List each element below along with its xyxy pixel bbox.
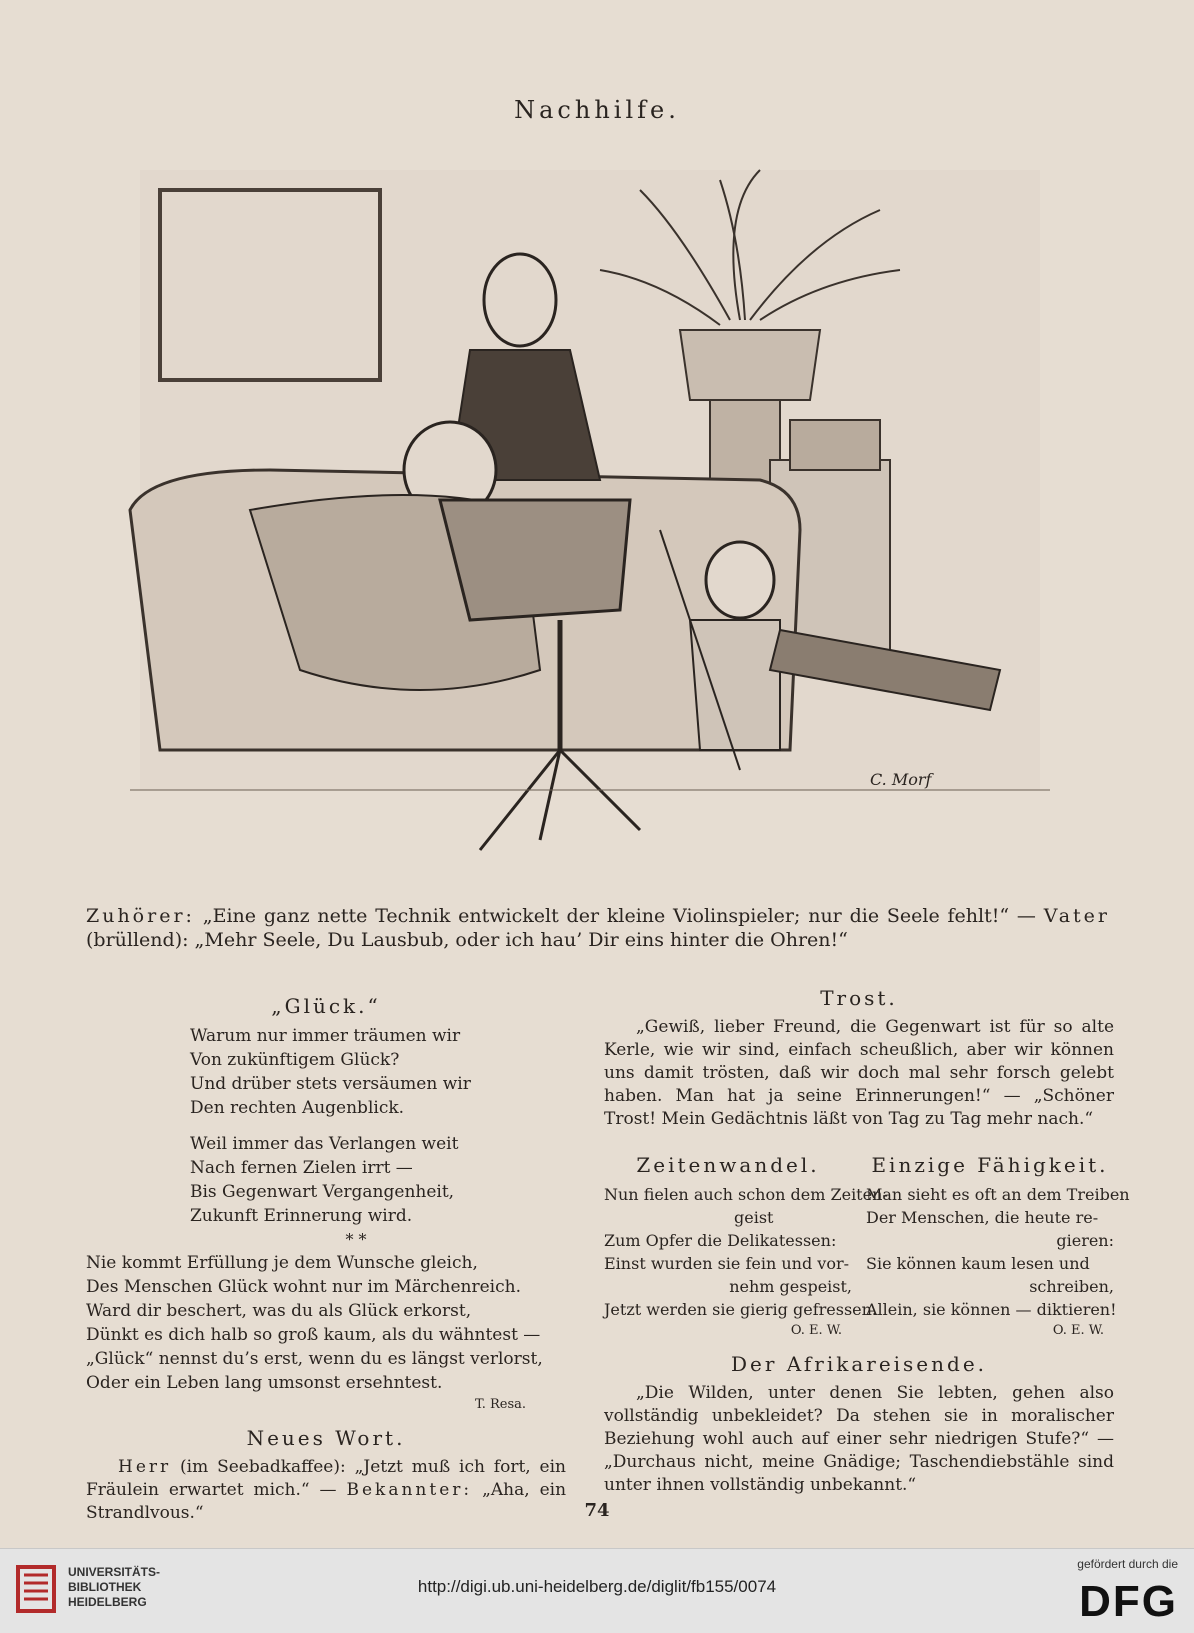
poem-line: Den rechten Augenblick. bbox=[190, 1098, 405, 1118]
right-column bbox=[604, 986, 1130, 1497]
poem-stanza-3 bbox=[86, 1251, 566, 1395]
trost-title: Trost. bbox=[820, 986, 898, 1010]
poem-line: Man sieht es oft an dem Treiben bbox=[866, 1185, 1130, 1204]
left-column bbox=[86, 994, 566, 1525]
poem-line: Ward dir beschert, was du als Glück erkorst, bbox=[86, 1301, 472, 1321]
illustrator-signature: C. Morf bbox=[870, 770, 932, 789]
institution-line: BIBLIOTHEK bbox=[68, 1580, 142, 1594]
zeitenwandel-poem bbox=[604, 1153, 888, 1338]
caption-speaker-2: Vater bbox=[1043, 905, 1111, 927]
caption-quote-2: (brüllend): „Mehr Seele, Du Lausbub, oder ich hau’ Dir eins hinter die Ohren!“ bbox=[86, 929, 848, 951]
poem-line: schreiben, bbox=[1029, 1277, 1114, 1296]
neues-wort-line-2: „Aha, ein Strandlvous.“ bbox=[86, 1480, 567, 1523]
poem-line: nehm gespeist, bbox=[729, 1277, 852, 1296]
trost-text: „Gewiß, lieber Freund, die Gegenwart ist für so alte Kerle, wie wir sind, einfach scheußlich, aber wir können uns damit trösten, daß wir doch mal sehr forsch gelebt haben. Man hat ja seine Erinnerungen!“ — „Schöner Trost! Mein Gedächtnis läßt von Tag zu Tag mehr nach.“ bbox=[604, 1017, 1114, 1129]
poem-title: „Glück.“ bbox=[271, 994, 381, 1018]
zeitenwandel-author: O. E. W. bbox=[790, 1323, 842, 1338]
institution-line: UNIVERSITÄTS- bbox=[68, 1565, 161, 1579]
poem-line: Jetzt werden sie gierig gefressen. bbox=[604, 1300, 878, 1319]
poem-line: Einst wurden sie fein und vor- bbox=[604, 1254, 850, 1273]
cartoon-caption bbox=[86, 904, 1110, 952]
caption-speaker-1: Zuhörer: bbox=[86, 905, 195, 927]
funded-by-label: gefördert durch die bbox=[1077, 1557, 1178, 1571]
section-divider-stars: * * bbox=[345, 1230, 367, 1249]
poem-line: Nun fielen auch schon dem Zeiten- bbox=[604, 1185, 888, 1204]
poem-line: Der Menschen, die heute re- bbox=[866, 1208, 1099, 1227]
neues-wort-line-1: (im Seebadkaffee): „Jetzt muß ich fort, ein Fräulein erwartet mich.“ — bbox=[86, 1457, 567, 1500]
poem-line: Dünkt es dich halb so groß kaum, als du wähntest — bbox=[86, 1325, 541, 1345]
digital-copy-url[interactable]: http://digi.ub.uni-heidelberg.de/diglit/fb155/0074 bbox=[417, 1577, 777, 1596]
poem-stanza-1 bbox=[190, 1024, 566, 1120]
poem-line: gieren: bbox=[1056, 1231, 1114, 1250]
poem-line: Bis Gegenwart Vergangenheit, bbox=[190, 1182, 455, 1202]
poem-line: Allein, sie können — diktieren! bbox=[866, 1300, 1117, 1319]
page-title: Nachhilfe. bbox=[514, 96, 680, 124]
poem-stanza-2 bbox=[190, 1132, 566, 1228]
caption-quote-1: „Eine ganz nette Technik entwickelt der kleine Violinspieler; nur die Seele fehlt!“ — bbox=[202, 905, 1036, 927]
neues-wort-speaker-1: Herr bbox=[118, 1457, 172, 1477]
digitization-footer bbox=[0, 1548, 1194, 1633]
afrikareisende-text: „Die Wilden, unter denen Sie lebten, gehen also vollständig unbekleidet? Da stehen sie in moralischer Beziehung wohl auch auf einer sehr niedrigen Stufe?“ — „Durchaus nicht, meine Gnädige; Taschendiebstähle sind unter ihnen vollständig unbekannt.“ bbox=[604, 1383, 1114, 1495]
neues-wort-title: Neues Wort. bbox=[246, 1426, 406, 1450]
poem-line: Oder ein Leben lang umsonst ersehntest. bbox=[86, 1373, 443, 1393]
poem-line: Zum Opfer die Delikatessen: bbox=[604, 1231, 837, 1250]
short-poems-row bbox=[604, 1153, 1130, 1338]
poem-line: Nach fernen Zielen irrt — bbox=[190, 1158, 413, 1178]
neues-wort-speaker-2: Bekannter: bbox=[346, 1480, 473, 1500]
poem-line: Und drüber stets versäumen wir bbox=[190, 1074, 471, 1094]
page-number: 74 bbox=[584, 1500, 610, 1521]
poem-line: „Glück“ nennst du’s erst, wenn du es längst verlorst, bbox=[86, 1349, 543, 1369]
zeitenwandel-title: Zeitenwandel. bbox=[636, 1153, 820, 1177]
poem-line: Weil immer das Verlangen weit bbox=[190, 1134, 459, 1154]
poem-line: Warum nur immer träumen wir bbox=[190, 1026, 461, 1046]
poem-line: Nie kommt Erfüllung je dem Wunsche gleich, bbox=[86, 1253, 478, 1273]
poem-line: Des Menschen Glück wohnt nur im Märchenreich. bbox=[86, 1277, 521, 1297]
poem-line: Von zukünftigem Glück? bbox=[190, 1050, 400, 1070]
poem-line: geist bbox=[734, 1208, 774, 1227]
poem-author: T. Resa. bbox=[474, 1397, 526, 1412]
institution-line: HEIDELBERG bbox=[68, 1595, 147, 1609]
faehigkeit-title: Einzige Fähigkeit. bbox=[871, 1153, 1109, 1177]
afrikareisende-title: Der Afrikareisende. bbox=[730, 1352, 988, 1376]
poem-line: Sie können kaum lesen und bbox=[866, 1254, 1090, 1273]
faehigkeit-author: O. E. W. bbox=[1052, 1323, 1104, 1338]
poem-line: Zukunft Erinnerung wird. bbox=[190, 1206, 413, 1226]
dfg-logo: DFG bbox=[1079, 1577, 1178, 1626]
faehigkeit-poem bbox=[866, 1153, 1130, 1338]
